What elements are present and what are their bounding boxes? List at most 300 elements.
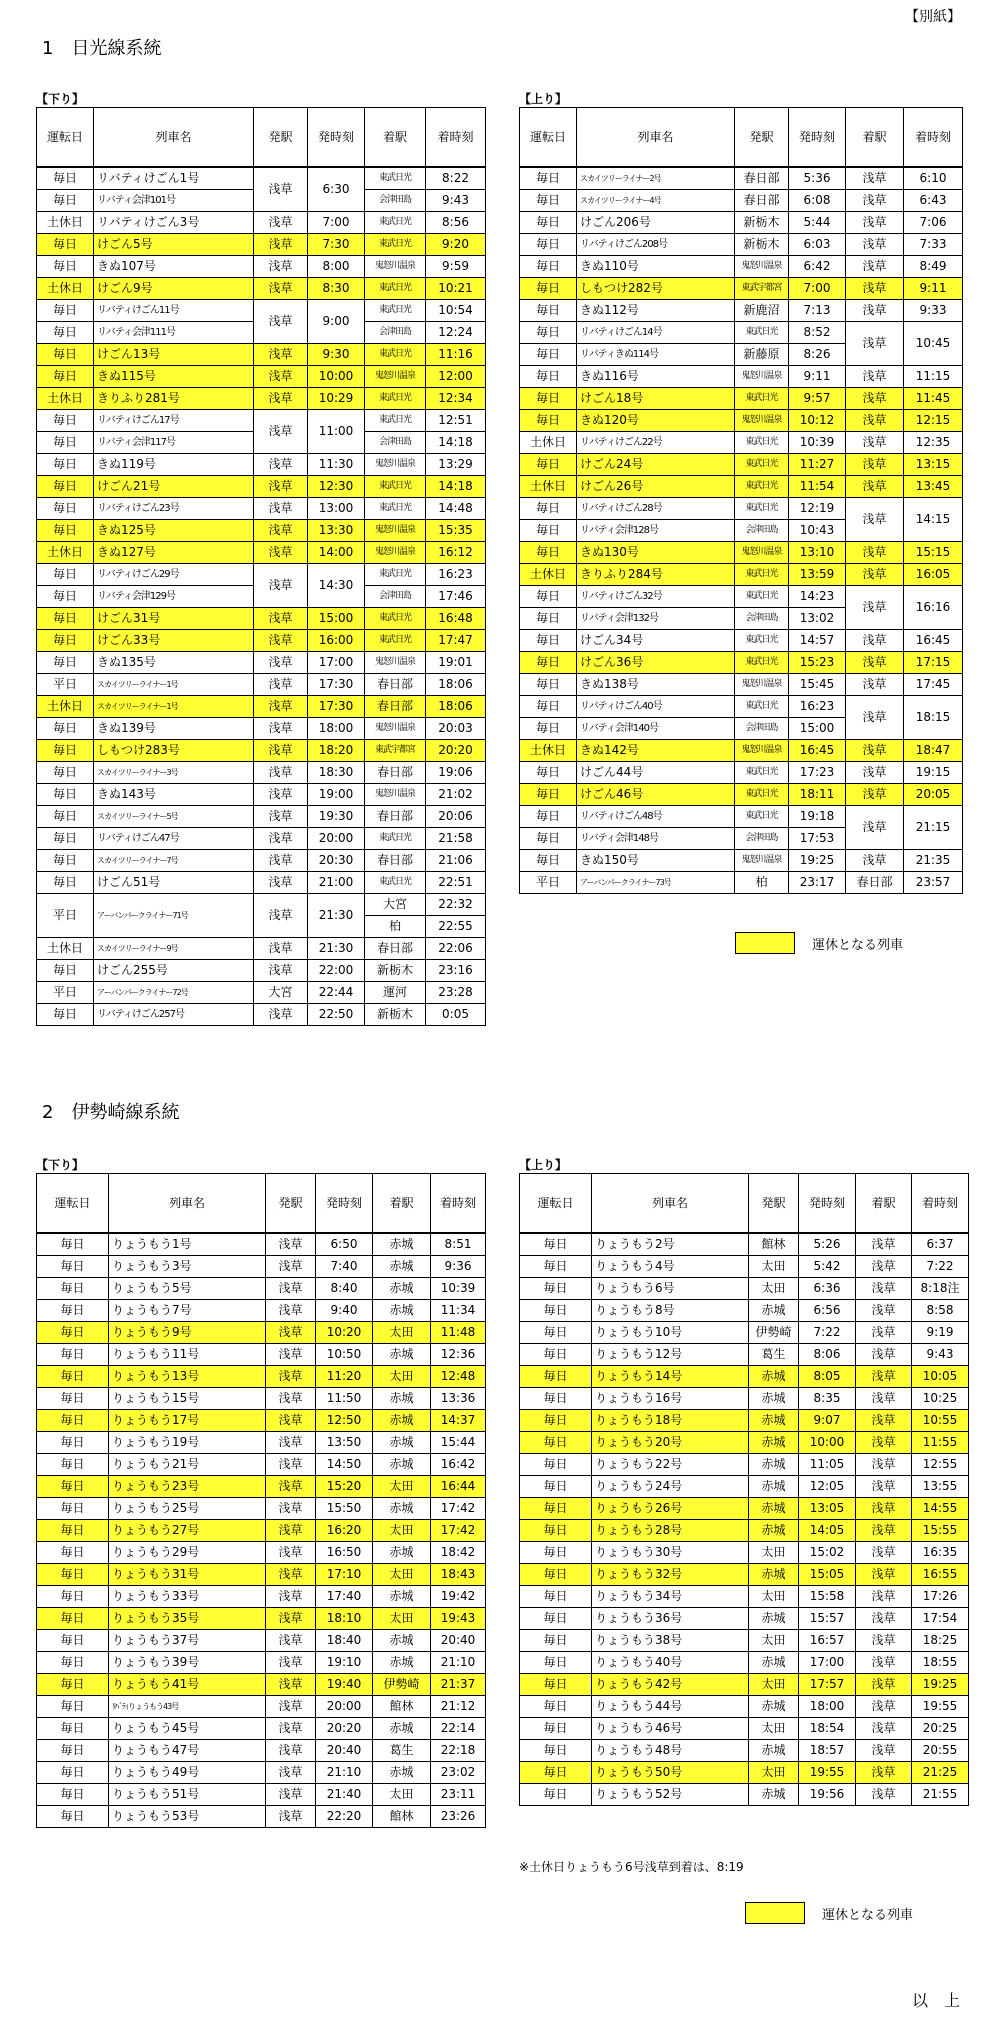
table-cell: 15:57 [799, 1608, 856, 1630]
section2-down-table [36, 1173, 486, 1828]
table-row [520, 1586, 969, 1608]
table-cell: 鬼怒川温泉 [365, 256, 426, 278]
col-header: 着駅 [373, 1174, 431, 1234]
table-cell: りょうもう30号 [592, 1542, 749, 1564]
closing-mark: 以 上 [912, 1991, 961, 2010]
table-row [37, 1388, 486, 1410]
table-cell: 毎日 [37, 608, 94, 630]
table-cell: 14:37 [431, 1410, 486, 1432]
table-cell: 16:50 [316, 1542, 373, 1564]
table-cell: 毎日 [520, 652, 577, 674]
table-cell: 18:15 [904, 696, 963, 740]
table-cell: 浅草 [856, 1366, 912, 1388]
table-cell: 17:26 [912, 1586, 969, 1608]
table-cell: りょうもう29号 [109, 1542, 266, 1564]
table-cell: 14:18 [426, 476, 486, 498]
table-cell: 21:58 [426, 828, 486, 850]
table-cell: 会津田島 [735, 520, 789, 542]
table-cell: 浅草 [856, 1388, 912, 1410]
table-cell: 20:05 [904, 784, 963, 806]
table-cell: 新栃木 [365, 960, 426, 982]
table-cell: 浅草 [254, 388, 308, 410]
table-row [520, 256, 963, 278]
table-cell: 毎日 [37, 586, 94, 608]
table-cell: 浅草 [254, 366, 308, 388]
table-cell: 毎日 [37, 872, 94, 894]
table-cell: 浅草 [846, 498, 904, 542]
table-cell: けごん34号 [577, 630, 735, 652]
table-cell: 浅草 [846, 256, 904, 278]
table-cell: 東武日光 [735, 454, 789, 476]
table-cell: 大宮 [365, 894, 426, 916]
table-cell: 17:00 [308, 652, 365, 674]
table-row [37, 167, 486, 190]
table-row [37, 982, 486, 1004]
table-cell: 16:12 [426, 542, 486, 564]
table-cell: りょうもう1号 [109, 1233, 266, 1256]
table-cell: 14:48 [426, 498, 486, 520]
table-cell: 9:11 [789, 366, 846, 388]
table-cell: 赤城 [749, 1564, 799, 1586]
table-cell: りょうもう31号 [109, 1564, 266, 1586]
table-cell: 東武日光 [365, 300, 426, 322]
table-cell: 12:05 [799, 1476, 856, 1498]
table-cell: 5:36 [789, 167, 846, 190]
table-cell: 浅草 [266, 1520, 316, 1542]
table-cell: 運河 [365, 982, 426, 1004]
table-cell: 赤城 [373, 1410, 431, 1432]
table-cell: りょうもう14号 [592, 1366, 749, 1388]
table-row [37, 1586, 486, 1608]
table-cell: 太田 [749, 1630, 799, 1652]
table-cell: 赤城 [749, 1388, 799, 1410]
table-row [37, 1718, 486, 1740]
table-cell: 浅草 [856, 1564, 912, 1586]
table-cell: 14:18 [426, 432, 486, 454]
table-cell: 春日部 [735, 167, 789, 190]
table-cell: 毎日 [520, 784, 577, 806]
table-cell: 15:55 [912, 1520, 969, 1542]
table-cell: りょうもう10号 [592, 1322, 749, 1344]
table-cell: 浅草 [846, 542, 904, 564]
table-cell: 21:30 [308, 938, 365, 960]
table-cell: 0:05 [426, 1004, 486, 1026]
table-cell: 毎日 [37, 1233, 109, 1256]
table-cell: 9:19 [912, 1322, 969, 1344]
table-cell: 21:40 [316, 1784, 373, 1806]
table-cell: 20:00 [316, 1696, 373, 1718]
table-cell: 浅草 [846, 784, 904, 806]
table-cell: リバティけごん29号 [94, 564, 254, 586]
table-row [520, 1630, 969, 1652]
table-cell: 18:00 [308, 718, 365, 740]
table-cell: 19:30 [308, 806, 365, 828]
table-cell: 鬼怒川温泉 [735, 674, 789, 696]
table-cell: 浅草 [254, 212, 308, 234]
table-cell: けごん31号 [94, 608, 254, 630]
table-cell: 毎日 [37, 1322, 109, 1344]
table-cell: 10:55 [912, 1410, 969, 1432]
table-cell: 浅草 [254, 167, 308, 212]
table-cell: 17:00 [799, 1652, 856, 1674]
table-cell: 伊勢崎 [373, 1674, 431, 1696]
table-cell: リバティ会津117号 [94, 432, 254, 454]
table-cell: 毎日 [37, 740, 94, 762]
table-cell: 赤城 [749, 1520, 799, 1542]
table-cell: 22:32 [426, 894, 486, 916]
table-cell: 毎日 [37, 1476, 109, 1498]
table-row [37, 1300, 486, 1322]
table-cell: 太田 [749, 1542, 799, 1564]
table-cell: 15:20 [316, 1476, 373, 1498]
table-cell: 毎日 [520, 1586, 592, 1608]
table-row [37, 1784, 486, 1806]
table-cell: 赤城 [373, 1630, 431, 1652]
table-cell: 16:45 [789, 740, 846, 762]
table-cell: 鬼怒川温泉 [735, 850, 789, 872]
table-cell: 鬼怒川温泉 [735, 542, 789, 564]
table-cell: きぬ120号 [577, 410, 735, 432]
table-cell: 11:45 [904, 388, 963, 410]
table-cell: 20:06 [426, 806, 486, 828]
table-cell: 館林 [749, 1233, 799, 1256]
table-cell: 浅草 [266, 1652, 316, 1674]
table-cell: 浅草 [254, 652, 308, 674]
table-cell: 23:02 [431, 1762, 486, 1784]
table-cell: 16:35 [912, 1542, 969, 1564]
table-cell: リバティけごん23号 [94, 498, 254, 520]
table-cell: 18:00 [799, 1696, 856, 1718]
table-cell: 19:25 [912, 1674, 969, 1696]
table-cell: 毎日 [37, 1520, 109, 1542]
table-row [37, 1344, 486, 1366]
table-cell: 土休日 [520, 476, 577, 498]
table-cell: きぬ127号 [94, 542, 254, 564]
table-cell: 22:20 [316, 1806, 373, 1828]
table-cell: 赤城 [749, 1300, 799, 1322]
table-cell: 毎日 [520, 1608, 592, 1630]
table-cell: 毎日 [37, 784, 94, 806]
table-row [37, 234, 486, 256]
table-cell: りょうもう13号 [109, 1366, 266, 1388]
table-cell: 毎日 [520, 1520, 592, 1542]
table-cell: 毎日 [520, 1410, 592, 1432]
table-row [37, 1410, 486, 1432]
table-row [520, 784, 963, 806]
table-row [37, 1004, 486, 1026]
table-row [520, 1762, 969, 1784]
table-cell: 土休日 [520, 432, 577, 454]
col-header: 着時刻 [431, 1174, 486, 1234]
table-cell: 毎日 [520, 806, 577, 828]
table-cell: りょうもう19号 [109, 1432, 266, 1454]
table-cell: 毎日 [520, 850, 577, 872]
table-cell: 8:56 [426, 212, 486, 234]
table-cell: 7:00 [789, 278, 846, 300]
table-cell: 10:29 [308, 388, 365, 410]
table-cell: 13:55 [912, 1476, 969, 1498]
table-cell: 14:23 [789, 586, 846, 608]
table-cell: りょうもう9号 [109, 1322, 266, 1344]
table-cell: 8:35 [799, 1388, 856, 1410]
table-cell: 15:15 [904, 542, 963, 564]
table-cell: 毎日 [37, 1278, 109, 1300]
table-cell: 東武日光 [365, 608, 426, 630]
table-cell: 赤城 [749, 1608, 799, 1630]
table-header-row [37, 108, 486, 168]
table-cell: 毎日 [37, 762, 94, 784]
table-cell: 平日 [37, 674, 94, 696]
table-cell: 8:00 [308, 256, 365, 278]
table-cell: 浅草 [846, 234, 904, 256]
table-row [520, 167, 963, 190]
table-cell: りょうもう17号 [109, 1410, 266, 1432]
table-row [37, 1652, 486, 1674]
table-cell: 浅草 [254, 278, 308, 300]
table-cell: 赤城 [373, 1542, 431, 1564]
table-cell: りょうもう40号 [592, 1652, 749, 1674]
table-cell: 14:00 [308, 542, 365, 564]
table-row [520, 1784, 969, 1806]
table-cell: 毎日 [520, 1564, 592, 1586]
table-cell: 浅草 [266, 1344, 316, 1366]
table-cell: 土休日 [37, 388, 94, 410]
table-cell: 毎日 [37, 1630, 109, 1652]
table-cell: 新藤原 [735, 344, 789, 366]
table-cell: スカイツリーライナー3号 [94, 762, 254, 784]
table-cell: 浅草 [254, 454, 308, 476]
table-cell: 18:06 [426, 674, 486, 696]
table-cell: 春日部 [365, 938, 426, 960]
col-header: 着時刻 [912, 1174, 969, 1234]
table-cell: 浅草 [846, 432, 904, 454]
table-cell: 12:34 [426, 388, 486, 410]
table-cell: 21:55 [912, 1784, 969, 1806]
table-cell: アーバンパークライナー73号 [577, 872, 735, 894]
col-header: 運転日 [520, 108, 577, 168]
table-cell: 16:48 [426, 608, 486, 630]
table-cell: きぬ135号 [94, 652, 254, 674]
table-cell: 16:57 [799, 1630, 856, 1652]
table-row [520, 740, 963, 762]
table-cell: りょうもう49号 [109, 1762, 266, 1784]
table-cell: 浅草 [254, 718, 308, 740]
table-cell: 21:10 [431, 1652, 486, 1674]
table-cell: 11:27 [789, 454, 846, 476]
col-header: 発時刻 [316, 1174, 373, 1234]
table-cell: 9:43 [426, 190, 486, 212]
table-cell: 毎日 [520, 388, 577, 410]
table-cell: 浅草 [254, 894, 308, 938]
table-cell: 赤城 [749, 1740, 799, 1762]
table-cell: きぬ112号 [577, 300, 735, 322]
table-cell: 毎日 [37, 1542, 109, 1564]
table-cell: 毎日 [520, 718, 577, 740]
table-cell: りょうもう53号 [109, 1806, 266, 1828]
table-cell: 毎日 [37, 1784, 109, 1806]
table-cell: 浅草 [266, 1718, 316, 1740]
table-cell: 浅草 [846, 454, 904, 476]
table-cell: 浅草 [856, 1586, 912, 1608]
table-cell: 19:40 [316, 1674, 373, 1696]
table-cell: 浅草 [856, 1718, 912, 1740]
table-cell: 東武日光 [365, 344, 426, 366]
table-cell: 柏 [735, 872, 789, 894]
table-cell: 毎日 [37, 498, 94, 520]
table-cell: 土休日 [37, 938, 94, 960]
col-header: 着駅 [365, 108, 426, 168]
table-cell: 18:54 [799, 1718, 856, 1740]
table-cell: きぬ130号 [577, 542, 735, 564]
legend-swatch [735, 932, 795, 954]
table-header-row [520, 108, 963, 168]
table-cell: りょうもう38号 [592, 1630, 749, 1652]
table-cell: 浅草 [856, 1322, 912, 1344]
table-cell: 22:18 [431, 1740, 486, 1762]
table-cell: 毎日 [37, 1388, 109, 1410]
table-cell: 東武日光 [365, 630, 426, 652]
table-cell: 浅草 [856, 1762, 912, 1784]
table-row [37, 1366, 486, 1388]
table-cell: 毎日 [520, 1366, 592, 1388]
table-cell: 浅草 [846, 806, 904, 850]
table-cell: 赤城 [749, 1432, 799, 1454]
table-cell: 浅草 [846, 167, 904, 190]
table-row [520, 1366, 969, 1388]
table-cell: 10:21 [426, 278, 486, 300]
table-cell: 15:23 [789, 652, 846, 674]
table-cell: 鬼怒川温泉 [735, 740, 789, 762]
table-cell: 鬼怒川温泉 [365, 718, 426, 740]
table-cell: 5:44 [789, 212, 846, 234]
table-cell: 赤城 [749, 1696, 799, 1718]
table-cell: 21:25 [912, 1762, 969, 1784]
table-cell: 毎日 [520, 696, 577, 718]
table-cell: 春日部 [365, 850, 426, 872]
table-row [37, 1740, 486, 1762]
table-cell: 11:20 [316, 1366, 373, 1388]
table-cell: リバティけごん22号 [577, 432, 735, 454]
table-cell: 浅草 [856, 1784, 912, 1806]
table-cell: 鬼怒川温泉 [735, 366, 789, 388]
table-row [37, 696, 486, 718]
table-cell: 春日部 [365, 806, 426, 828]
table-cell: 8:18注 [912, 1278, 969, 1300]
table-cell: 9:59 [426, 256, 486, 278]
table-cell: 15:35 [426, 520, 486, 542]
table-cell: 赤城 [373, 1233, 431, 1256]
table-cell: 浅草 [254, 300, 308, 344]
section2-up-table [519, 1173, 969, 1806]
table-cell: 浅草 [266, 1586, 316, 1608]
col-header: 着駅 [846, 108, 904, 168]
table-cell: 毎日 [37, 300, 94, 322]
table-cell: 7:40 [316, 1256, 373, 1278]
table-row [520, 1344, 969, 1366]
table-cell: 浅草 [254, 674, 308, 696]
table-cell: りょうもう36号 [592, 1608, 749, 1630]
table-cell: しもつけ282号 [577, 278, 735, 300]
table-cell: 春日部 [365, 762, 426, 784]
table-cell: 毎日 [37, 1344, 109, 1366]
table-cell: 10:00 [308, 366, 365, 388]
table-cell: 浅草 [254, 344, 308, 366]
table-cell: 浅草 [846, 762, 904, 784]
table-cell: 毎日 [520, 1300, 592, 1322]
table-cell: 浅草 [254, 762, 308, 784]
table-row [520, 1608, 969, 1630]
table-cell: 春日部 [735, 190, 789, 212]
table-cell: スカイツリーライナー5号 [94, 806, 254, 828]
table-cell: 17:10 [316, 1564, 373, 1586]
table-cell: けごん46号 [577, 784, 735, 806]
table-cell: りょうもう23号 [109, 1476, 266, 1498]
table-cell: 18:20 [308, 740, 365, 762]
table-row [37, 410, 486, 432]
table-cell: 浅草 [254, 828, 308, 850]
table-cell: 19:42 [431, 1586, 486, 1608]
table-row [37, 674, 486, 696]
table-cell: 10:39 [789, 432, 846, 454]
table-cell: 会津田島 [735, 718, 789, 740]
table-cell: 毎日 [37, 1674, 109, 1696]
table-cell: 鬼怒川温泉 [735, 410, 789, 432]
table-cell: 毎日 [520, 256, 577, 278]
table-row [37, 1608, 486, 1630]
table-cell: きぬ125号 [94, 520, 254, 542]
table-row [520, 1432, 969, 1454]
table-cell: 会津田島 [365, 322, 426, 344]
table-cell: 浅草 [266, 1784, 316, 1806]
table-cell: 浅草 [846, 630, 904, 652]
table-cell: 9:00 [308, 300, 365, 344]
table-cell: 赤城 [749, 1784, 799, 1806]
table-row [520, 410, 963, 432]
table-cell: 12:19 [789, 498, 846, 520]
table-cell: 毎日 [37, 1652, 109, 1674]
table-cell: 浅草 [846, 190, 904, 212]
table-cell: 6:37 [912, 1233, 969, 1256]
table-cell: きりふり281号 [94, 388, 254, 410]
table-cell: 毎日 [520, 1322, 592, 1344]
section1-down-label: 【下り】 [36, 92, 85, 106]
table-cell: 毎日 [520, 1498, 592, 1520]
table-cell: 18:55 [912, 1652, 969, 1674]
table-cell: 22:55 [426, 916, 486, 938]
table-cell: 浅草 [254, 410, 308, 454]
table-cell: 浅草 [254, 960, 308, 982]
table-cell: 11:00 [308, 410, 365, 454]
table-cell: 10:45 [904, 322, 963, 366]
table-cell: リバティけごん32号 [577, 586, 735, 608]
table-cell: 13:00 [308, 498, 365, 520]
table-cell: 19:00 [308, 784, 365, 806]
table-cell: 浅草 [254, 564, 308, 608]
table-cell: 毎日 [520, 1233, 592, 1256]
table-cell: 毎日 [520, 498, 577, 520]
table-cell: 18:43 [431, 1564, 486, 1586]
table-cell: 11:16 [426, 344, 486, 366]
table-cell: 17:42 [431, 1498, 486, 1520]
table-row [520, 586, 963, 608]
table-row [37, 630, 486, 652]
table-cell: りょうもう44号 [592, 1696, 749, 1718]
table-cell: 毎日 [520, 410, 577, 432]
table-cell: 浅草 [856, 1278, 912, 1300]
table-cell: 赤城 [373, 1432, 431, 1454]
table-cell: 浅草 [846, 212, 904, 234]
table-cell: 浅草 [254, 608, 308, 630]
